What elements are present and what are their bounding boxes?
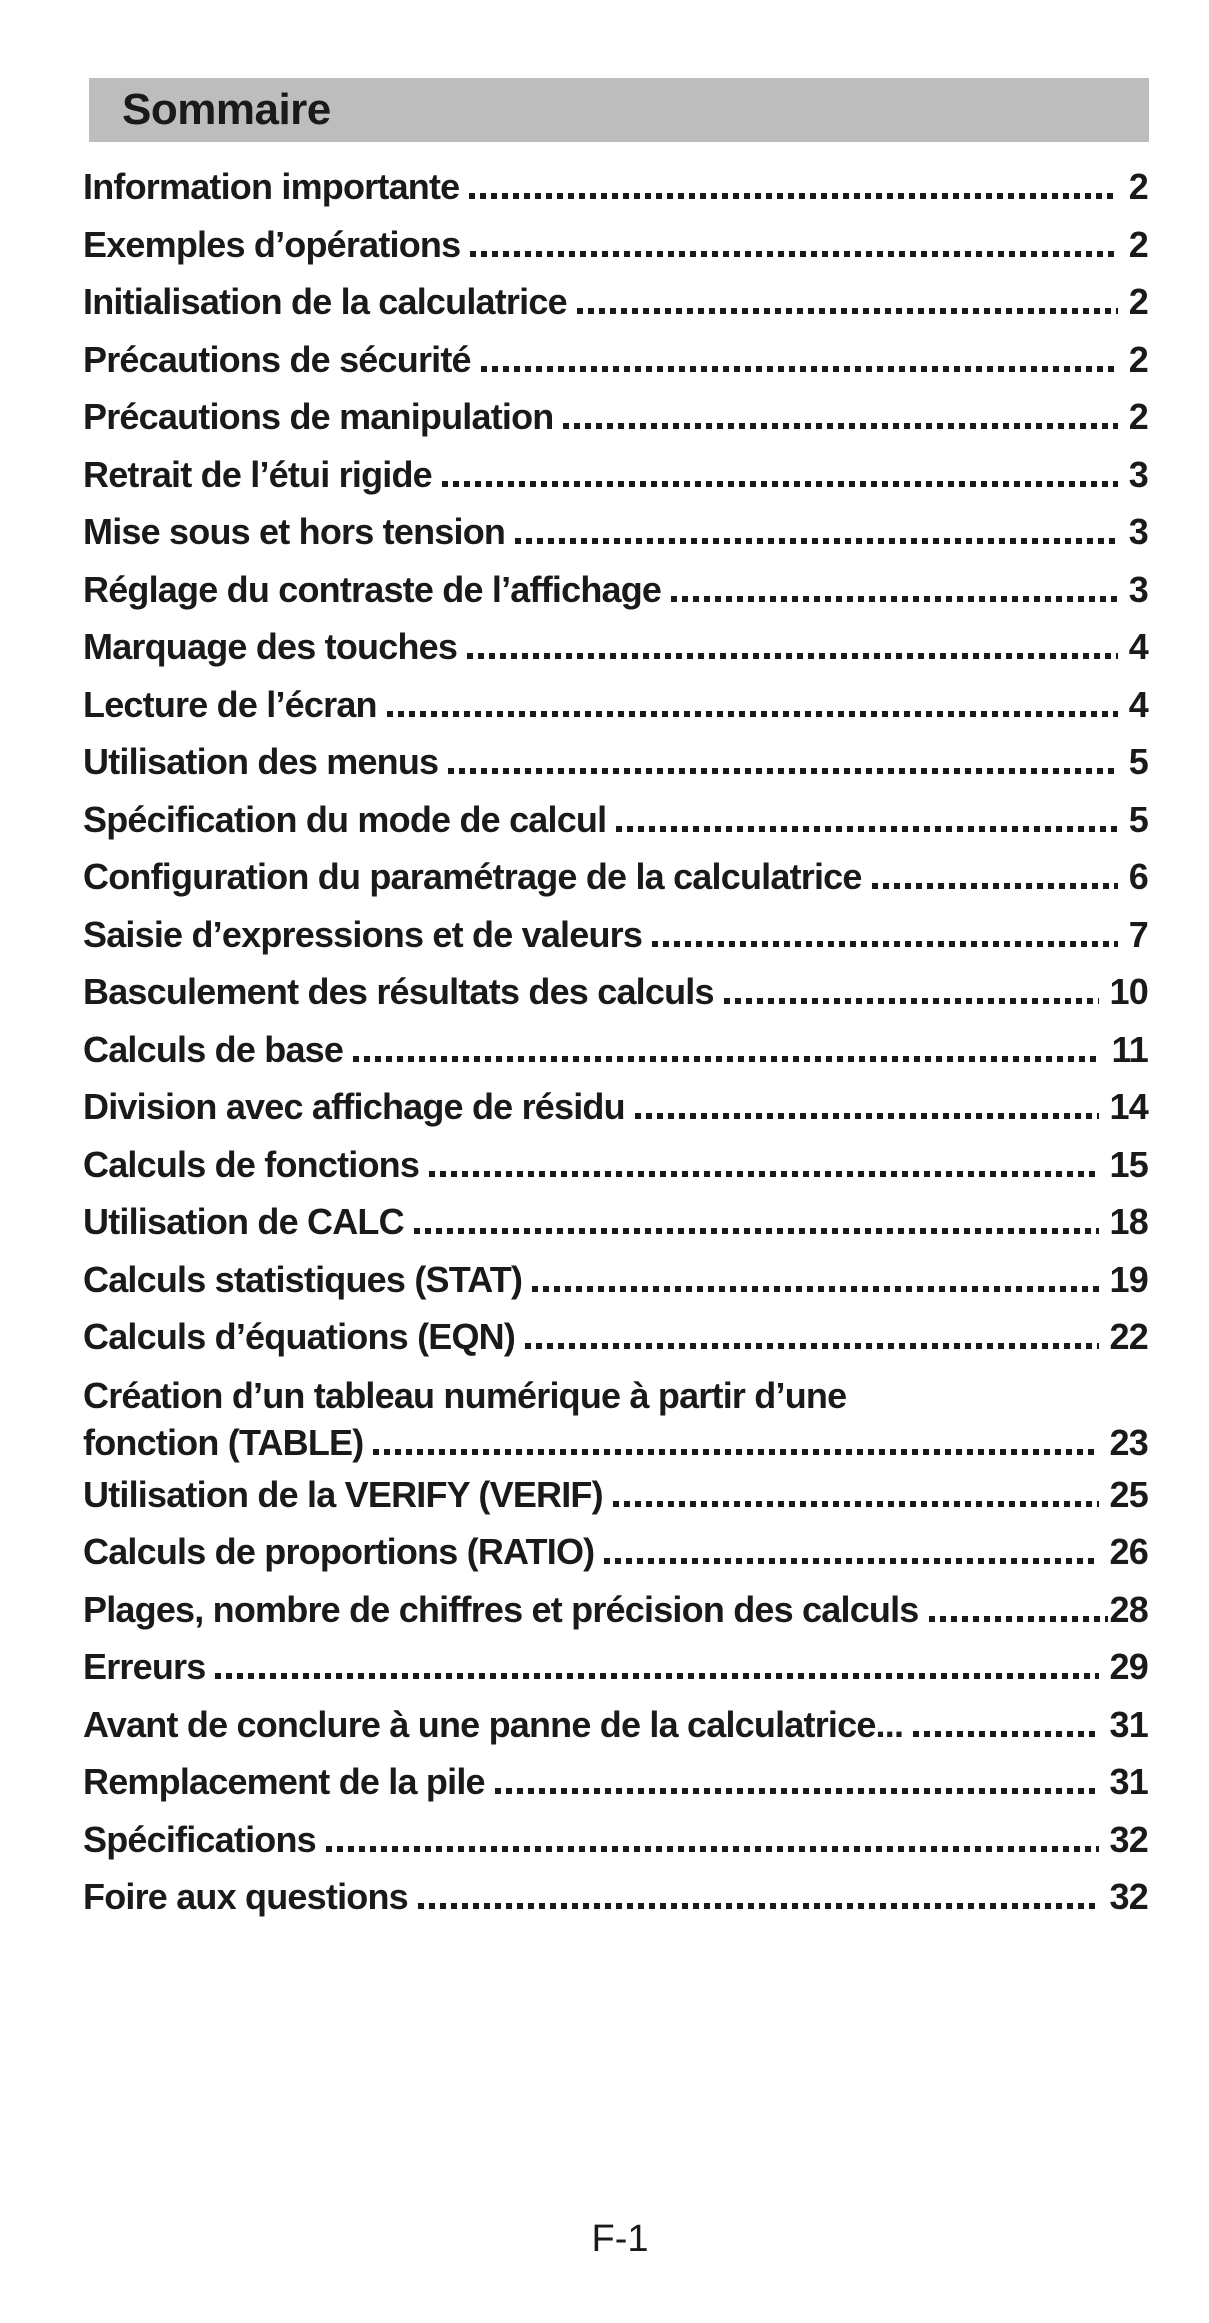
toc-entry-label: Plages, nombre de chiffres et précision des calculs [83, 1588, 919, 1630]
toc-leader-dots [929, 1616, 1108, 1622]
toc-entry-page: 28 [1109, 1588, 1148, 1630]
toc-entry-label: Remplacement de la pile [83, 1761, 485, 1802]
toc-entry-label: Foire aux questions [83, 1876, 408, 1917]
toc-entry-label: Saisie d’expressions et de valeurs [83, 913, 643, 955]
toc-entry [83, 1523, 1148, 1581]
toc-entry [83, 1251, 1148, 1309]
toc-leader-dots [373, 1449, 1098, 1455]
toc-leader-dots [671, 596, 1118, 602]
section-header [89, 78, 1149, 142]
toc-leader-dots [525, 1343, 1098, 1349]
toc-entry-label: Calculs statistiques (STAT) [83, 1258, 523, 1300]
toc-entry-page: 4 [1128, 626, 1148, 667]
toc-entry-label: Précautions de sécurité [83, 338, 471, 380]
toc-leader-dots [515, 538, 1118, 544]
toc-entry-label: Utilisation de CALC [83, 1201, 404, 1242]
toc-entry [83, 561, 1148, 619]
toc-entry-page: 5 [1128, 798, 1148, 840]
toc-entry-label: Initialisation de la calculatrice [83, 281, 567, 322]
toc-leader-dots [604, 1558, 1098, 1564]
toc-leader-dots [635, 1113, 1099, 1119]
table-of-contents [83, 158, 1148, 1926]
toc-entry-label: Spécifications [83, 1818, 316, 1860]
toc-entry [83, 158, 1148, 216]
toc-leader-dots [469, 193, 1117, 199]
toc-entry [83, 1136, 1148, 1194]
toc-entry-label: Lecture de l’écran [83, 683, 377, 725]
toc-entry [83, 1078, 1148, 1136]
toc-entry-page: 29 [1109, 1646, 1148, 1687]
toc-entry-label: Spécification du mode de calcul [83, 798, 607, 840]
toc-leader-dots [613, 1501, 1099, 1507]
page-number: F-1 [591, 2218, 649, 2260]
toc-entry-page: 22 [1109, 1316, 1148, 1357]
toc-leader-dots [470, 251, 1117, 257]
toc-entry-label: fonction (TABLE) [83, 1421, 364, 1463]
toc-leader-dots [353, 1056, 1100, 1062]
toc-entry-label: Division avec affichage de résidu [83, 1086, 625, 1127]
toc-entry [83, 216, 1148, 274]
document-page [0, 78, 1209, 2323]
toc-entry-label: Mise sous et hors tension [83, 511, 506, 552]
toc-entry-label: Information importante [83, 166, 460, 207]
toc-entry-label: Précautions de manipulation [83, 396, 554, 437]
toc-leader-dots [387, 711, 1118, 717]
toc-entry [83, 1419, 1148, 1466]
toc-entry [83, 618, 1148, 676]
toc-entry [83, 1811, 1148, 1869]
toc-entry-page: 32 [1109, 1818, 1148, 1860]
toc-leader-dots [429, 1171, 1098, 1177]
toc-entry [83, 1638, 1148, 1696]
toc-entry-page: 3 [1128, 568, 1148, 610]
toc-entry-page: 2 [1128, 223, 1148, 265]
toc-leader-dots [442, 481, 1118, 487]
toc-entry-page: 15 [1109, 1143, 1148, 1185]
toc-entry-label: Basculement des résultats des calculs [83, 971, 714, 1012]
toc-entry-page: 2 [1128, 396, 1148, 437]
toc-entry-page: 19 [1109, 1258, 1148, 1300]
toc-entry-label: Calculs de proportions (RATIO) [83, 1531, 595, 1572]
toc-entry-label: Configuration du paramétrage de la calculatrice [83, 856, 862, 897]
toc-entry-label: Réglage du contraste de l’affichage [83, 568, 662, 610]
toc-leader-dots [724, 998, 1099, 1004]
toc-entry-page: 32 [1109, 1876, 1148, 1917]
toc-leader-dots [563, 423, 1117, 429]
toc-entry [83, 1696, 1148, 1754]
toc-entry-page: 26 [1109, 1531, 1148, 1572]
toc-leader-dots [495, 1788, 1099, 1794]
toc-entry-page: 4 [1128, 683, 1148, 725]
toc-entry-label: Marquage des touches [83, 626, 458, 667]
toc-entry-page: 2 [1128, 281, 1148, 322]
toc-entry [83, 1581, 1148, 1639]
toc-entry [83, 676, 1148, 734]
toc-entry-page: 2 [1128, 338, 1148, 380]
toc-entry-page: 2 [1128, 166, 1148, 207]
toc-entry-page: 10 [1109, 971, 1148, 1012]
toc-entry-multiline [83, 1372, 1148, 1466]
toc-entry [83, 963, 1148, 1021]
toc-entry [83, 1868, 1148, 1926]
toc-leader-dots [326, 1846, 1099, 1852]
toc-entry-page: 23 [1109, 1421, 1148, 1463]
toc-entry-label: Erreurs [83, 1646, 206, 1687]
toc-entry [83, 1308, 1148, 1366]
toc-entry-page: 11 [1111, 1028, 1148, 1070]
toc-leader-dots [872, 883, 1118, 889]
toc-entry-label: Calculs de fonctions [83, 1143, 420, 1185]
toc-entry-label: Exemples d’opérations [83, 223, 461, 265]
toc-entry-page: 18 [1109, 1201, 1148, 1242]
toc-entry-label: Avant de conclure à une panne de la calculatrice... [83, 1703, 904, 1745]
toc-leader-dots [414, 1228, 1099, 1234]
toc-leader-dots [467, 653, 1118, 659]
toc-entry-page: 31 [1109, 1761, 1148, 1802]
toc-leader-dots [448, 768, 1117, 774]
toc-entry [83, 503, 1148, 561]
toc-entry-page: 14 [1109, 1086, 1148, 1127]
toc-leader-dots [418, 1903, 1099, 1909]
toc-entry-page: 31 [1109, 1703, 1148, 1745]
toc-entry [83, 446, 1148, 504]
toc-entry [83, 331, 1148, 389]
toc-leader-dots [913, 1731, 1098, 1737]
toc-entry [83, 733, 1148, 791]
toc-entry [83, 1466, 1148, 1524]
toc-leader-dots [481, 366, 1118, 372]
toc-leader-dots [532, 1286, 1098, 1292]
toc-entry [83, 791, 1148, 849]
toc-entry [83, 1193, 1148, 1251]
toc-leader-dots [577, 308, 1118, 314]
toc-entry-page: 5 [1128, 741, 1148, 782]
toc-entry-label: Utilisation des menus [83, 741, 439, 782]
toc-leader-dots [215, 1673, 1098, 1679]
toc-entry-label: Retrait de l’étui rigide [83, 453, 432, 495]
toc-entry-page: 3 [1128, 511, 1148, 552]
toc-entry-page: 6 [1128, 856, 1148, 897]
toc-entry [83, 1753, 1148, 1811]
toc-entry-page: 3 [1128, 453, 1148, 495]
toc-entry [83, 848, 1148, 906]
toc-entry-label: Utilisation de la VERIFY (VERIF) [83, 1473, 603, 1515]
toc-entry-page: 25 [1109, 1473, 1148, 1515]
page-title: Sommaire [122, 85, 331, 134]
toc-entry [83, 388, 1148, 446]
toc-entry [83, 906, 1148, 964]
toc-entry-label: Création d’un tableau numérique à partir d’une [83, 1374, 847, 1416]
toc-leader-dots [616, 826, 1117, 832]
toc-entry [83, 273, 1148, 331]
toc-entry [83, 1021, 1148, 1079]
toc-leader-dots [652, 941, 1118, 947]
toc-entry-page: 7 [1128, 913, 1148, 955]
toc-entry-label: Calculs d’équations (EQN) [83, 1316, 516, 1357]
toc-entry-label: Calculs de base [83, 1028, 344, 1070]
